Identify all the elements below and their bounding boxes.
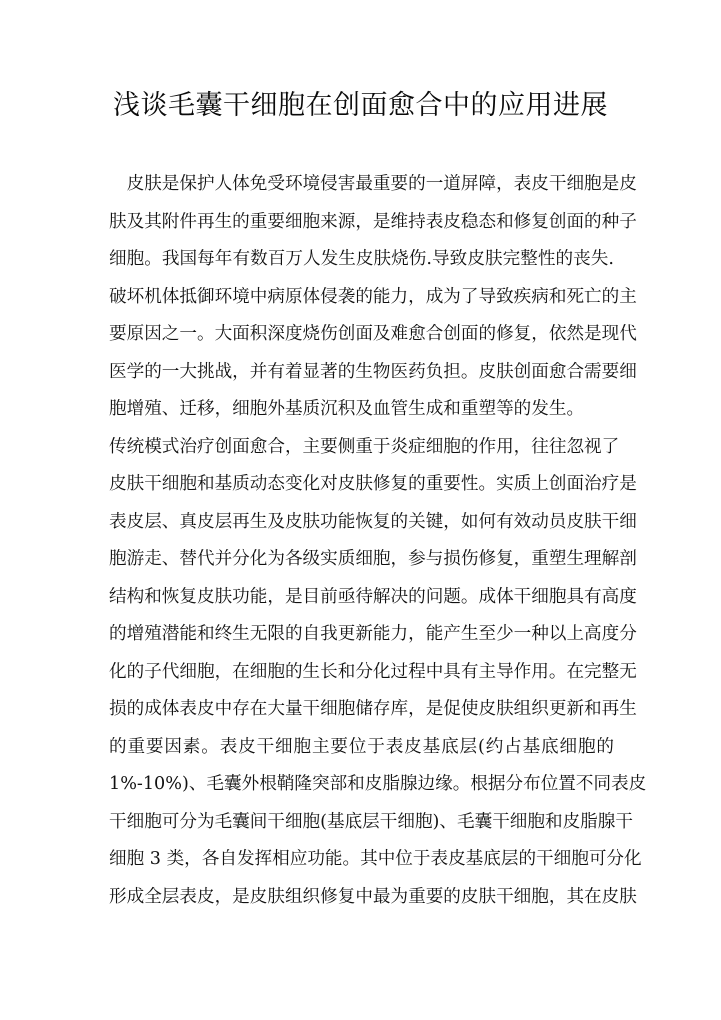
body-line: 的重要因素。表皮干细胞主要位于表皮基底层(约占基底细胞的 bbox=[109, 736, 614, 757]
body-line: 细胞 3 类，各自发挥相应功能。其中位于表皮基底层的干细胞可分化 bbox=[109, 849, 642, 869]
body-line: 细胞。我国每年有数百万人发生皮肤烧伤.导致皮肤完整性的丧失. bbox=[109, 249, 614, 269]
body-line: 干细胞可分为毛囊间干细胞(基底层干细胞)、毛囊干细胞和皮脂腺干 bbox=[109, 811, 633, 832]
body-line: 1%-10%)、毛囊外根鞘隆突部和皮脂腺边缘。根据分布位置不同表皮 bbox=[109, 774, 647, 794]
body-line: 表皮层、真皮层再生及皮肤功能恢复的关键，如何有效动员皮肤干细 bbox=[109, 511, 637, 532]
body-line-paragraph-end: 胞增殖、迁移，细胞外基质沉积及血管生成和重塑等的发生。 bbox=[109, 399, 585, 419]
body-line: 的增殖潜能和终生无限的自我更新能力，能产生至少一种以上高度分 bbox=[109, 624, 637, 644]
body-line: 胞游走、替代并分化为各级实质细胞，参与损伤修复，重塑生理解剖 bbox=[109, 549, 637, 569]
body-line: 皮肤是保护人体免受环境侵害最重要的一道屏障，表皮干细胞是皮 bbox=[109, 174, 637, 194]
body-line: 皮肤干细胞和基质动态变化对皮肤修复的重要性。实质上创面治疗是 bbox=[109, 474, 637, 494]
body-line: 结构和恢复皮肤功能，是目前亟待解决的问题。成体干细胞具有高度 bbox=[109, 586, 637, 607]
body-line: 传统模式治疗创面愈合，主要侧重于炎症细胞的作用，往往忽视了 bbox=[109, 436, 620, 457]
document-body bbox=[109, 166, 647, 916]
body-line: 损的成体表皮中存在大量干细胞储存库，是促使皮肤组织更新和再生 bbox=[109, 699, 637, 719]
body-line: 化的子代细胞，在细胞的生长和分化过程中具有主导作用。在完整无 bbox=[109, 661, 637, 682]
body-line: 形成全层表皮，是皮肤组织修复中最为重要的皮肤干细胞，其在皮肤 bbox=[109, 886, 637, 907]
body-line: 医学的一大挑战，并有着显著的生物医药负担。皮肤创面愈合需要细 bbox=[109, 361, 637, 382]
body-line: 破坏机体抵御环境中病原体侵袭的能力，成为了导致疾病和死亡的主 bbox=[109, 286, 637, 307]
document-title: 浅谈毛囊干细胞在创面愈合中的应用进展 bbox=[113, 90, 608, 121]
body-line: 要原因之一。大面积深度烧伤创面及难愈合创面的修复，依然是现代 bbox=[109, 324, 637, 344]
body-line: 肤及其附件再生的重要细胞来源，是维持表皮稳态和修复创面的种子 bbox=[109, 211, 637, 232]
